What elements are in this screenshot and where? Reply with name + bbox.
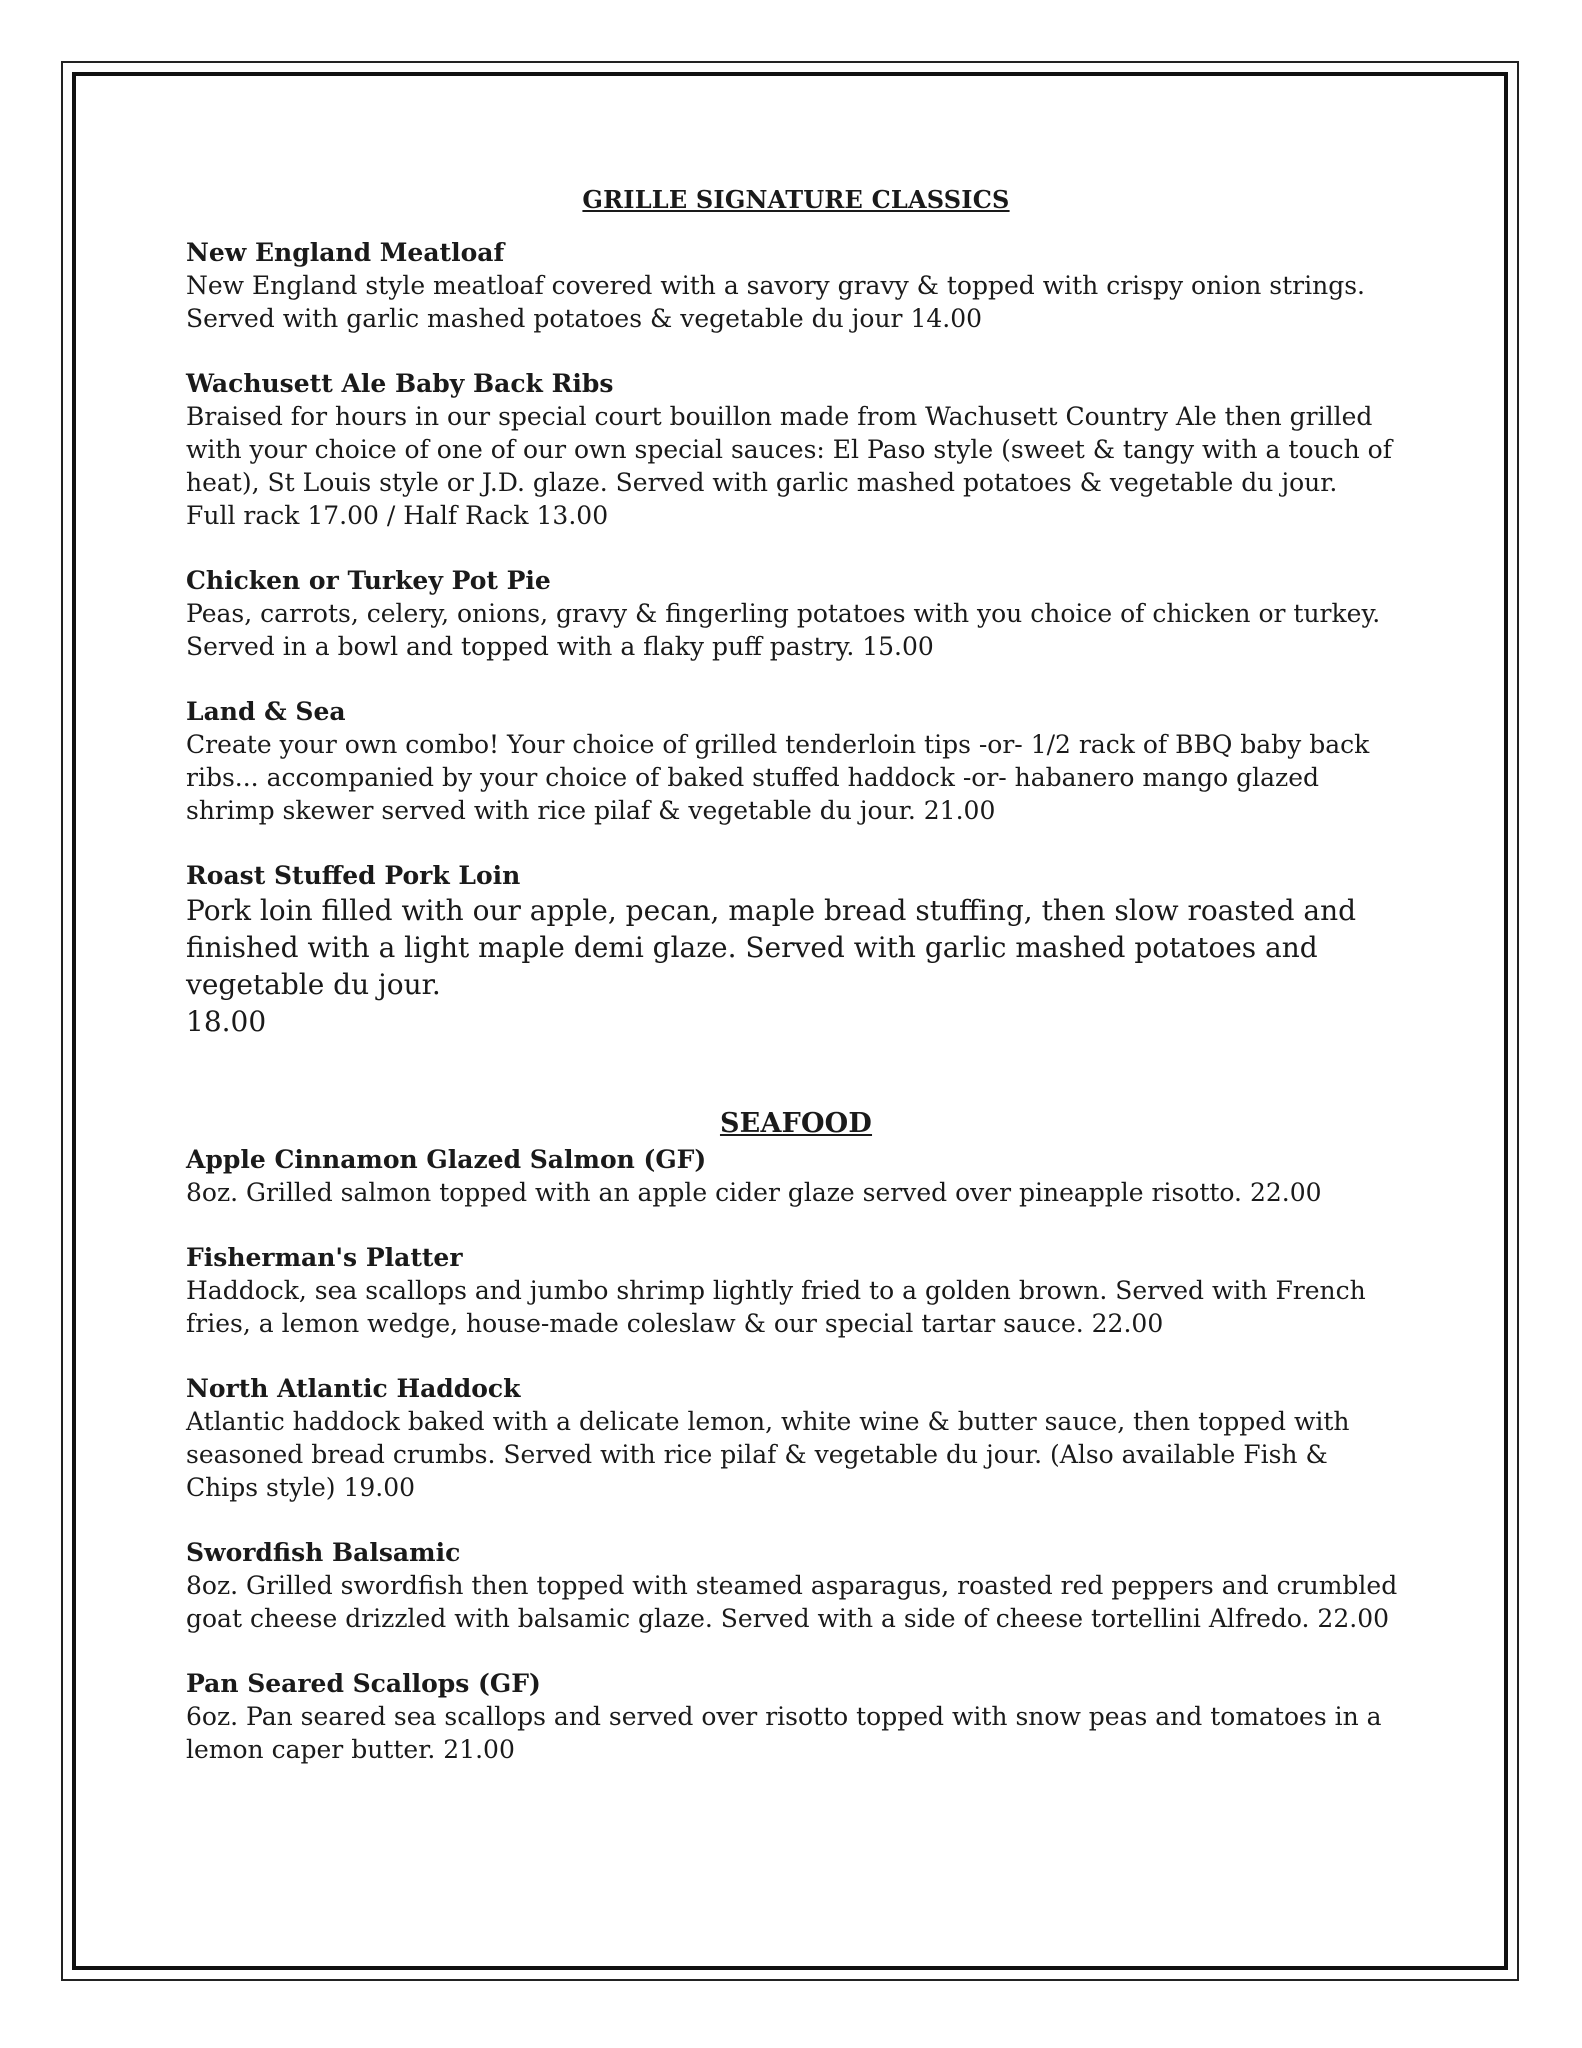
item-description: 6oz. Pan seared sea scallops and served over risotto topped with snow peas and tomatoes in a lemon caper butter. 21.00 <box>186 1702 1382 1764</box>
item-description: Atlantic haddock baked with a delicate lemon, white wine & butter sauce, then topped with seasoned bread crumbs. Served with rice pilaf & vegetable du jour. (Also available Fish & Chips style) 19.00 <box>186 1407 1350 1502</box>
item-description: 8oz. Grilled swordfish then topped with steamed asparagus, roasted red peppers and crumbled goat cheese drizzled with balsamic glaze. Served with a side of cheese tortellini Alfredo. 22.00 <box>186 1571 1398 1633</box>
item-name: Land & Sea <box>186 697 346 726</box>
item-description: Create your own combo! Your choice of grilled tenderloin tips -or- 1/2 rack of BBQ baby back ribs... accompanied by your choice of baked stuffed haddock -or- habanero mango glazed shrimp skewer served with rice pilaf & vegetable du jour. 21.00 <box>186 730 1370 825</box>
section-seafood <box>186 1108 1406 1766</box>
item-name: Apple Cinnamon Glazed Salmon (GF) <box>186 1145 707 1174</box>
menu-item <box>186 1241 1406 1340</box>
menu-item <box>186 859 1406 1040</box>
menu-item <box>186 367 1406 532</box>
menu-item <box>186 236 1406 335</box>
item-name: Pan Seared Scallops (GF) <box>186 1669 541 1698</box>
item-name: North Atlantic Haddock <box>186 1374 521 1403</box>
item-description: New England style meatloaf covered with a savory gravy & topped with crispy onion strings. Served with garlic mashed potatoes & vegetable du jour 14.00 <box>186 271 1365 333</box>
item-name: Chicken or Turkey Pot Pie <box>186 566 551 595</box>
item-name: Swordfish Balsamic <box>186 1538 461 1567</box>
item-name: Wachusett Ale Baby Back Ribs <box>186 369 614 398</box>
item-name: New England Meatloaf <box>186 238 505 267</box>
item-description: Peas, carrots, celery, onions, gravy & fingerling potatoes with you choice of chicken or turkey. Served in a bowl and topped with a flaky puff pastry. 15.00 <box>186 599 1381 661</box>
section-title: SEAFOOD <box>719 1108 873 1139</box>
menu-page <box>186 185 1406 1798</box>
menu-item <box>186 1667 1406 1766</box>
section-signature-classics <box>186 185 1406 1040</box>
item-name: Roast Stuffed Pork Loin <box>186 861 521 890</box>
menu-item <box>186 1536 1406 1635</box>
item-price: 18.00 <box>186 1005 267 1038</box>
menu-item <box>186 564 1406 663</box>
section-spacer <box>186 1072 1406 1108</box>
item-description: Braised for hours in our special court bouillon made from Wachusett Country Ale then grilled with your choice of one of our own special sauces: El Paso style (sweet & tangy with a touch of heat), St Louis style or J.D. glaze. Served with garlic mashed potatoes & vegetable du jour. <box>186 402 1392 497</box>
item-description: Pork loin filled with our apple, pecan, maple bread stuffing, then slow roasted and finished with a light maple demi glaze. Served with garlic mashed potatoes and vegetable du jour. <box>186 894 1357 1001</box>
menu-item <box>186 1143 1406 1209</box>
item-description: 8oz. Grilled salmon topped with an apple cider glaze served over pineapple risotto. 22.00 <box>186 1178 1322 1207</box>
item-description: Haddock, sea scallops and jumbo shrimp lightly fried to a golden brown. Served with French fries, a lemon wedge, house-made coleslaw & our special tartar sauce. 22.00 <box>186 1276 1366 1338</box>
menu-item <box>186 695 1406 827</box>
section-title: GRILLE SIGNATURE CLASSICS <box>582 185 1010 214</box>
menu-item <box>186 1372 1406 1504</box>
item-name: Fisherman's Platter <box>186 1243 463 1272</box>
item-price: Full rack 17.00 / Half Rack 13.00 <box>186 501 609 530</box>
